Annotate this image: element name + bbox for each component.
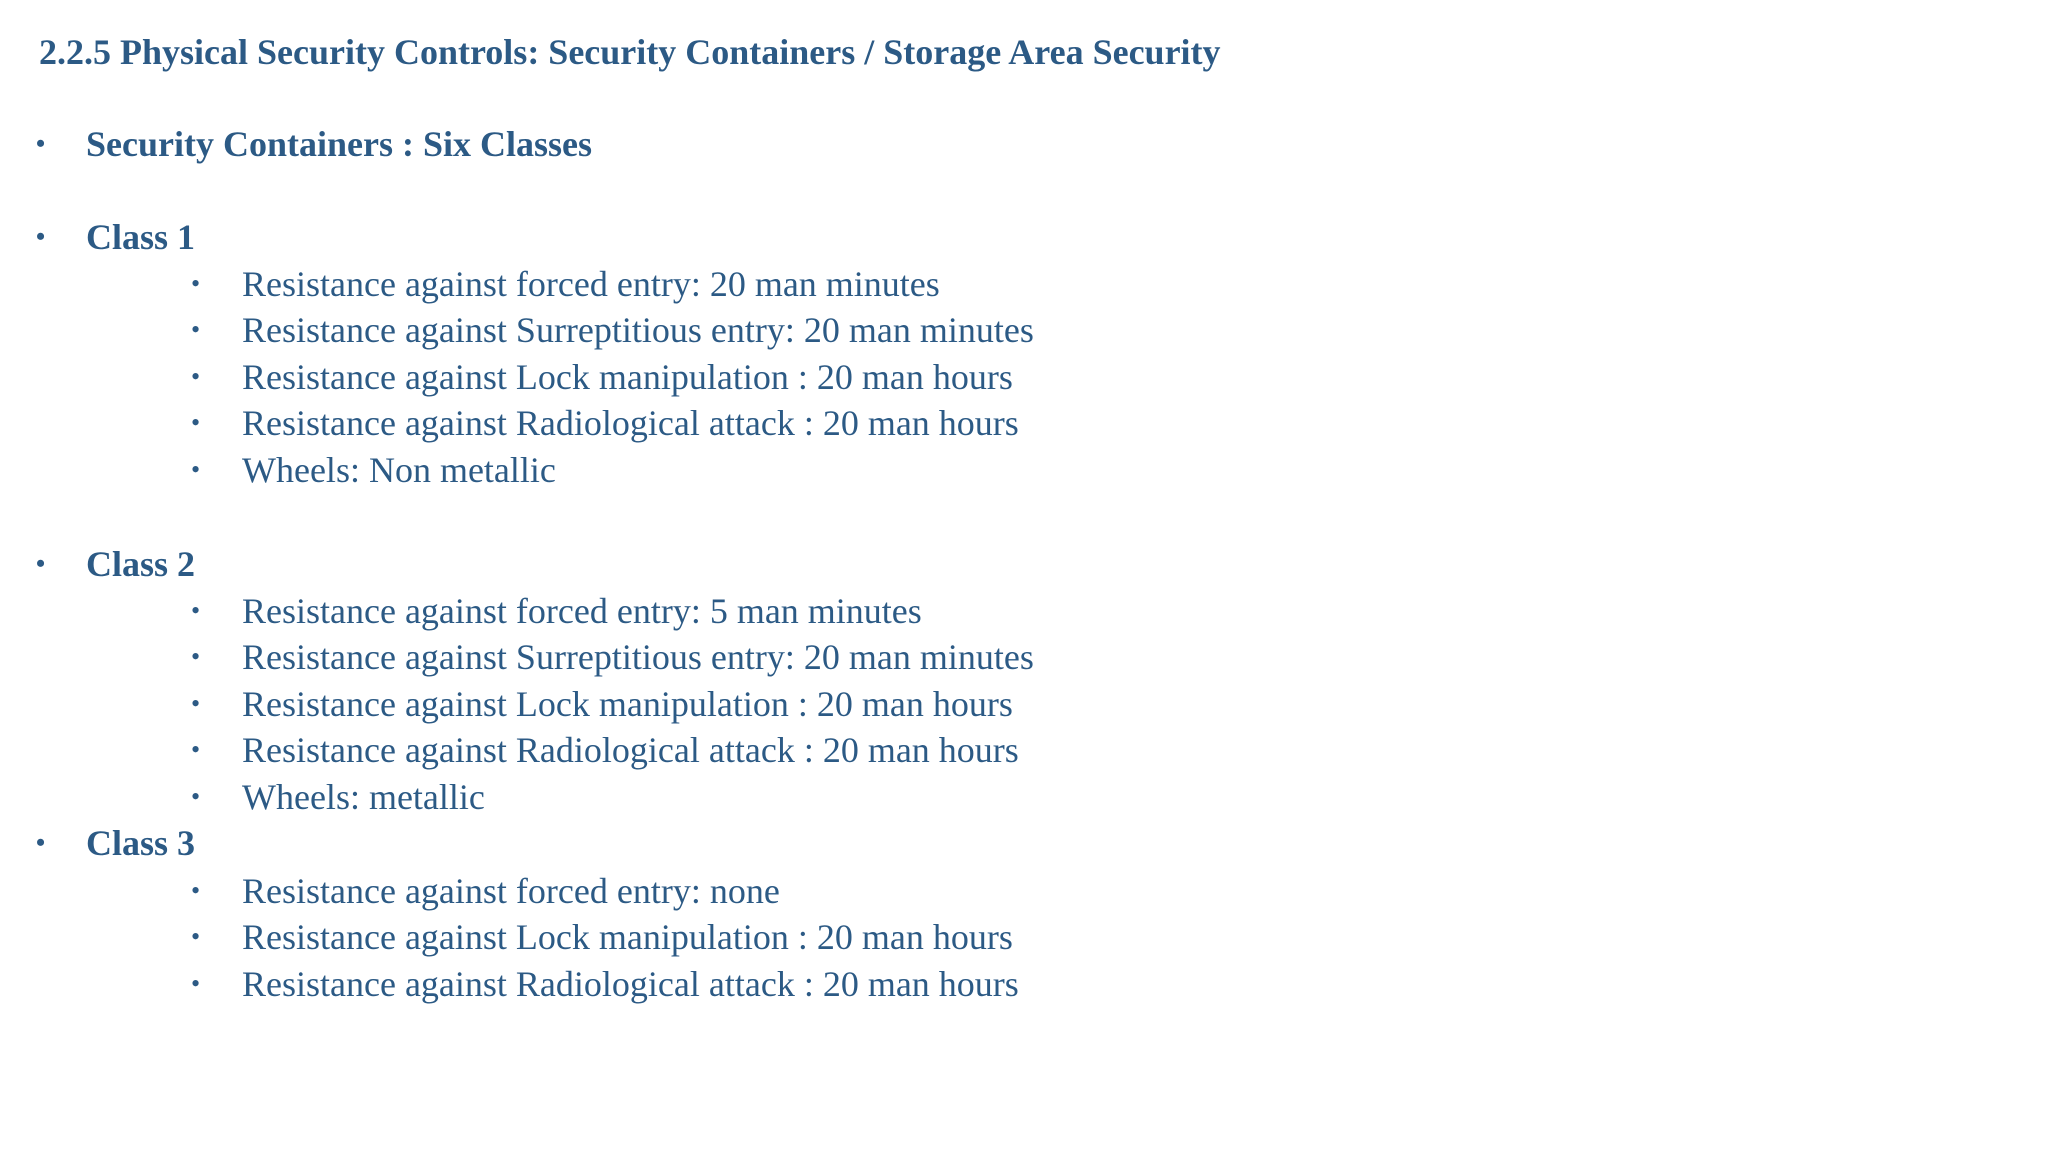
class-1-item — [191, 261, 940, 307]
bullet-marker: • — [191, 782, 201, 811]
slide-title: 2.2.5 Physical Security Controls: Security Containers / Storage Area Security — [39, 32, 1221, 72]
bullet-marker: • — [191, 922, 201, 951]
class-3-item-text: Resistance against Lock manipulation : 20 man hours — [242, 917, 1013, 957]
class-2-heading — [36, 541, 195, 587]
class-2-item-text: Resistance against Radiological attack : 20 man hours — [242, 730, 1019, 770]
class-2-item — [191, 774, 485, 820]
class-1-item — [191, 307, 1034, 353]
class-2-item — [191, 727, 1019, 773]
class-1-item-text: Resistance against Radiological attack : 20 man hours — [242, 403, 1019, 443]
bullet-marker: • — [191, 735, 201, 764]
class-1-item-text: Resistance against Lock manipulation : 20 man hours — [242, 357, 1013, 397]
class-2-label: Class 2 — [86, 544, 196, 584]
bullet-marker: • — [191, 455, 201, 484]
class-3-item — [191, 868, 780, 914]
class-2-item-text: Wheels: metallic — [242, 777, 485, 817]
class-3-heading — [36, 820, 195, 866]
class-3-item — [191, 961, 1019, 1007]
class-1-item — [191, 447, 556, 493]
class-3-item-text: Resistance against forced entry: none — [242, 871, 780, 911]
bullet-marker: • — [36, 828, 46, 857]
bullet-marker: • — [191, 315, 201, 344]
bullet-marker: • — [36, 222, 46, 251]
bullet-marker: • — [191, 876, 201, 905]
class-2-item-text: Resistance against forced entry: 5 man minutes — [242, 591, 922, 631]
class-1-item — [191, 400, 1019, 446]
class-3-item-text: Resistance against Radiological attack : 20 man hours — [242, 964, 1019, 1004]
class-1-item-text: Wheels: Non metallic — [242, 450, 556, 490]
bullet-marker: • — [191, 969, 201, 998]
overview-bullet-item — [36, 121, 592, 167]
class-1-item-text: Resistance against forced entry: 20 man minutes — [242, 264, 940, 304]
class-3-item — [191, 914, 1013, 960]
class-1-item — [191, 354, 1013, 400]
class-1-heading — [36, 214, 195, 260]
bullet-marker: • — [191, 269, 201, 298]
bullet-marker: • — [36, 549, 46, 578]
bullet-marker: • — [191, 642, 201, 671]
bullet-marker: • — [191, 408, 201, 437]
class-2-item — [191, 681, 1013, 727]
bullet-marker: • — [36, 129, 46, 158]
class-2-item-text: Resistance against Surreptitious entry: 20 man minutes — [242, 637, 1034, 677]
bullet-marker: • — [191, 362, 201, 391]
bullet-marker: • — [191, 596, 201, 625]
class-2-item — [191, 588, 922, 634]
bullet-marker: • — [191, 689, 201, 718]
class-1-label: Class 1 — [86, 217, 196, 257]
class-2-item — [191, 634, 1034, 680]
overview-text: Security Containers : Six Classes — [86, 124, 592, 164]
class-2-item-text: Resistance against Lock manipulation : 20 man hours — [242, 684, 1013, 724]
class-3-label: Class 3 — [86, 823, 196, 863]
class-1-item-text: Resistance against Surreptitious entry: 20 man minutes — [242, 310, 1034, 350]
